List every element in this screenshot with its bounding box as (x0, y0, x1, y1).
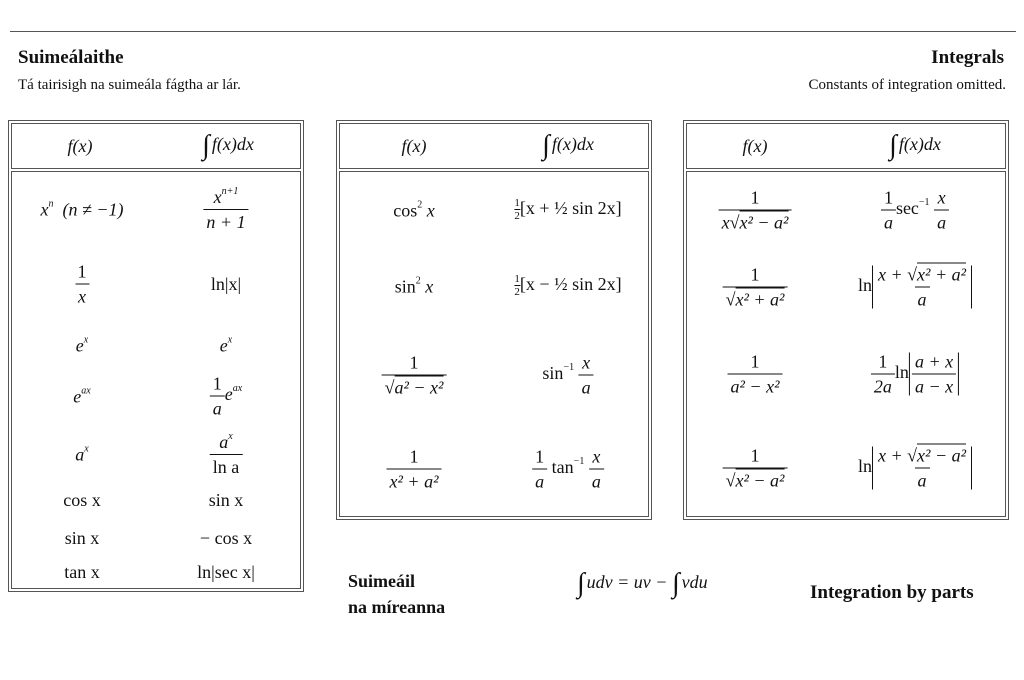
parts-label-english: Integration by parts (810, 582, 974, 603)
table-row: $x^n$ (n ≠ −1) (40, 198, 124, 220)
table-row: $e^{ax}$ (73, 385, 91, 407)
integral-symbol: ∫ (202, 130, 210, 161)
table-body (686, 171, 1006, 517)
header-integral: ∫ f(x)dx (202, 130, 254, 161)
table-body (11, 171, 301, 589)
integral-symbol: ∫ (542, 130, 550, 161)
table-row: ln|x| (210, 274, 242, 294)
parts-formula: ∫ udv = uv − ∫ vdu (577, 568, 708, 599)
header-function: f(x) (401, 136, 427, 156)
header-function: f(x) (67, 136, 93, 156)
integral-symbol: ∫ (577, 568, 585, 599)
table-row: $\sin^2 x$ (394, 275, 434, 297)
table-row: $e^x$ (75, 334, 89, 356)
integral-table-2 (336, 120, 652, 520)
table-row: ln $\frac{\text{x + √x² − a²}}{a}$ (858, 447, 972, 490)
table-row: ln $\frac{\text{x + √x² + a²}}{a}$ (858, 266, 972, 309)
table-row: $\sin^{-1}$ $\frac{x}{a}$ (542, 354, 593, 397)
integral-symbol: ∫ (889, 130, 897, 161)
header-function: f(x) (742, 136, 768, 156)
header-integral: ∫ f(x)dx (542, 130, 594, 161)
table-row: cos x (63, 490, 101, 510)
integral-table-3 (683, 120, 1009, 520)
header-integral: ∫ f(x)dx (889, 130, 941, 161)
table-row: $\frac{1}{2a}$ ln $\frac{a + x}{a - x}$ (871, 353, 959, 396)
table-row: $\frac{1}{a}$ $\sec^{-1}$ $\frac{x}{a}$ (881, 189, 949, 232)
table-body (339, 171, 649, 517)
integral-symbol: ∫ (671, 568, 680, 599)
table-header (11, 123, 301, 169)
integral-table-1 (8, 120, 304, 592)
table-header (686, 123, 1006, 169)
table-row: $\frac{1}{a}$ $\tan^{-1}$ $\frac{x}{a}$ (532, 448, 604, 491)
table-row: $\frac{1}{\text{x² + a²}}$ (387, 448, 442, 491)
top-rule (10, 31, 1016, 32)
table-row: − cos x (199, 528, 253, 548)
table-row: $\frac{1}{\text{√a² − x²}}$ (382, 354, 447, 397)
table-row: tan x (64, 562, 100, 582)
table-row: ln|sec x| (197, 562, 255, 582)
title-irish: Suimeálaithe (18, 47, 124, 68)
table-row: $e^x$ (219, 334, 233, 356)
table-row: sin x (208, 490, 244, 510)
subtitle-irish: Tá tairisigh na suimeála fágtha ar lár. (18, 77, 241, 93)
table-row: $\frac{1}{\text{√x² + a²}}$ (723, 266, 788, 309)
table-row: $\cos^2 x$ (393, 199, 435, 221)
subtitle-english: Constants of integration omitted. (808, 77, 1006, 93)
title-english: Integrals (931, 47, 1004, 68)
table-row: $\frac{a^x}{\text{ln a}}$ (210, 432, 243, 476)
table-row: $a^x$ (75, 443, 89, 465)
table-row: sin x (64, 528, 100, 548)
table-row: $\frac{1}{2}$ [x − ½ sin 2x] (514, 273, 622, 298)
parts-label-irish: Suimeáil na míreanna (348, 571, 446, 618)
table-header (339, 123, 649, 169)
table-row: $\frac{x^{n+1}}{n + 1}$ (203, 187, 248, 231)
table-row: $\frac{1}{\text{√x² − a²}}$ (723, 447, 788, 490)
table-row: $\frac{1}{\text{a² − x²}}$ (728, 353, 783, 396)
table-row: $\frac{1}{\text{x√x² − a²}}$ (719, 189, 792, 232)
table-row: $\frac{1}{2}$ [x + ½ sin 2x] (514, 197, 622, 222)
table-row: $\frac{1}{a}$ $e^{ax}$ (210, 375, 242, 418)
table-row: $\frac{1}{x}$ (75, 263, 90, 306)
